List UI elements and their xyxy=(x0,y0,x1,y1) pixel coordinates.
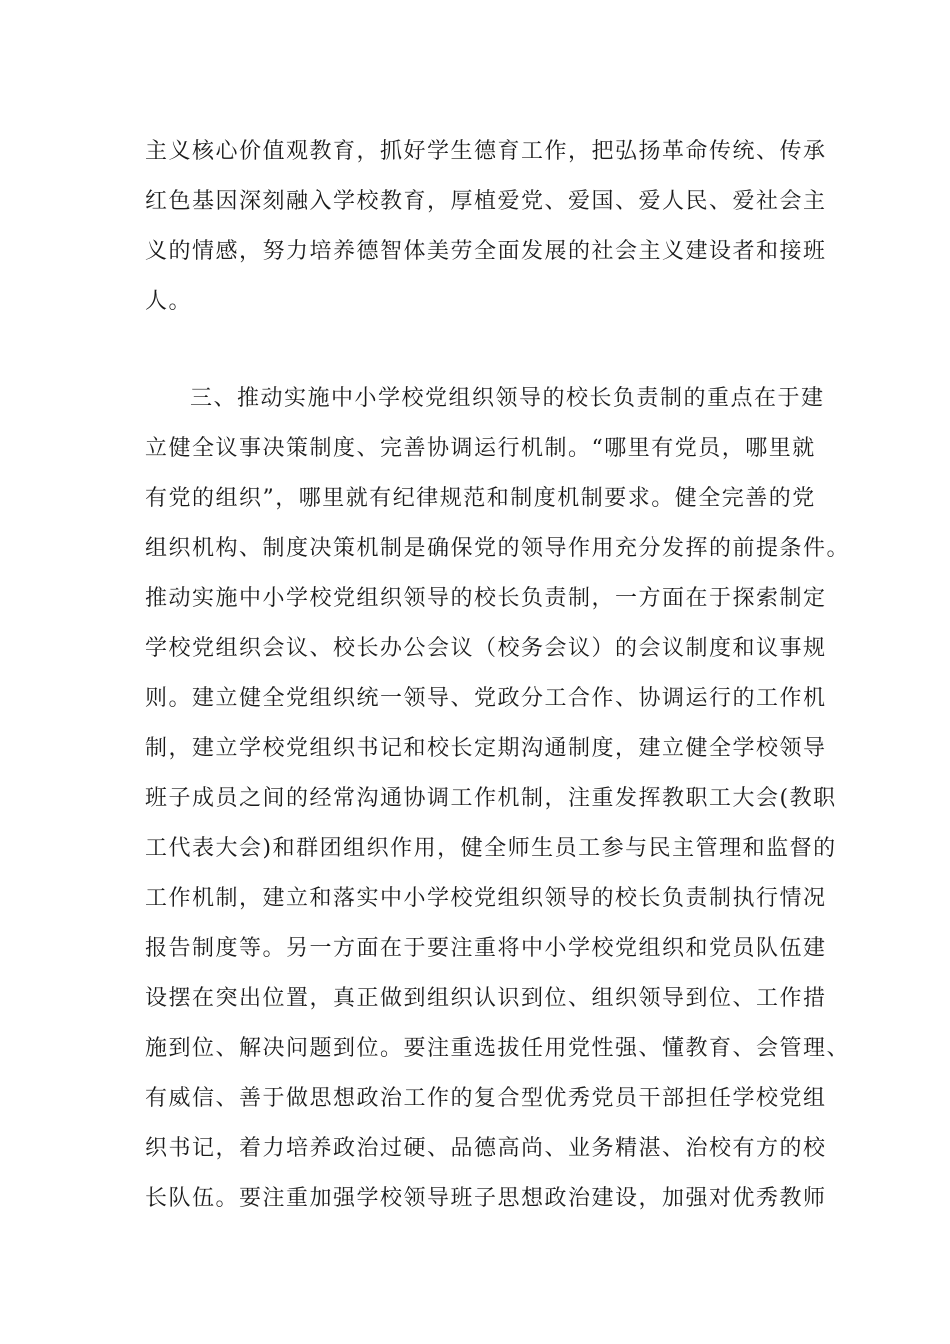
text-line: 学校党组织会议、校长办公会议（校务会议）的会议制度和议事规 xyxy=(145,636,827,661)
text-line: 工作机制，建立和落实中小学校党组织领导的校长负责制执行情况 xyxy=(145,886,827,911)
text-line: 设摆在突出位置，真正做到组织认识到位、组织领导到位、工作措 xyxy=(145,986,827,1011)
text-line: 则。建立健全党组织统一领导、党政分工合作、协调运行的工作机 xyxy=(145,686,827,711)
text-line: 有威信、善于做思想政治工作的复合型优秀党员干部担任学校党组 xyxy=(145,1086,827,1111)
text-line: 人。 xyxy=(145,289,193,314)
text-line: 制，建立学校党组织书记和校长定期沟通制度，建立健全学校领导 xyxy=(145,736,827,761)
text-line: 立健全议事决策制度、完善协调运行机制。“哪里有党员，哪里就 xyxy=(145,436,816,461)
text-line: 主义核心价值观教育，抓好学生德育工作，把弘扬革命传统、传承 xyxy=(145,139,827,164)
text-line: 组织机构、制度决策机制是确保党的领导作用充分发挥的前提条件。 xyxy=(145,536,851,561)
text-line: 报告制度等。另一方面在于要注重将中小学校党组织和党员队伍建 xyxy=(145,936,827,961)
text-line: 义的情感，努力培养德智体美劳全面发展的社会主义建设者和接班 xyxy=(145,239,827,264)
text-line: 推动实施中小学校党组织领导的校长负责制，一方面在于探索制定 xyxy=(145,586,827,611)
text-line: 施到位、解决问题到位。要注重选拔任用党性强、懂教育、会管理、 xyxy=(145,1036,851,1061)
text-line: 长队伍。要注重加强学校领导班子思想政治建设，加强对优秀教师 xyxy=(145,1186,827,1211)
text-line: 红色基因深刻融入学校教育，厚植爱党、爱国、爱人民、爱社会主 xyxy=(145,189,827,214)
text-line: 三、推动实施中小学校党组织领导的校长负责制的重点在于建 xyxy=(190,386,825,411)
text-line: 工代表大会)和群团组织作用，健全师生员工参与民主管理和监督的 xyxy=(145,836,837,861)
text-line: 班子成员之间的经常沟通协调工作机制，注重发挥教职工大会(教职 xyxy=(145,786,837,811)
text-line: 有党的组织”，哪里就有纪律规范和制度机制要求。健全完善的党 xyxy=(145,486,816,511)
text-line: 织书记，着力培养政治过硬、品德高尚、业务精湛、治校有方的校 xyxy=(145,1136,827,1161)
